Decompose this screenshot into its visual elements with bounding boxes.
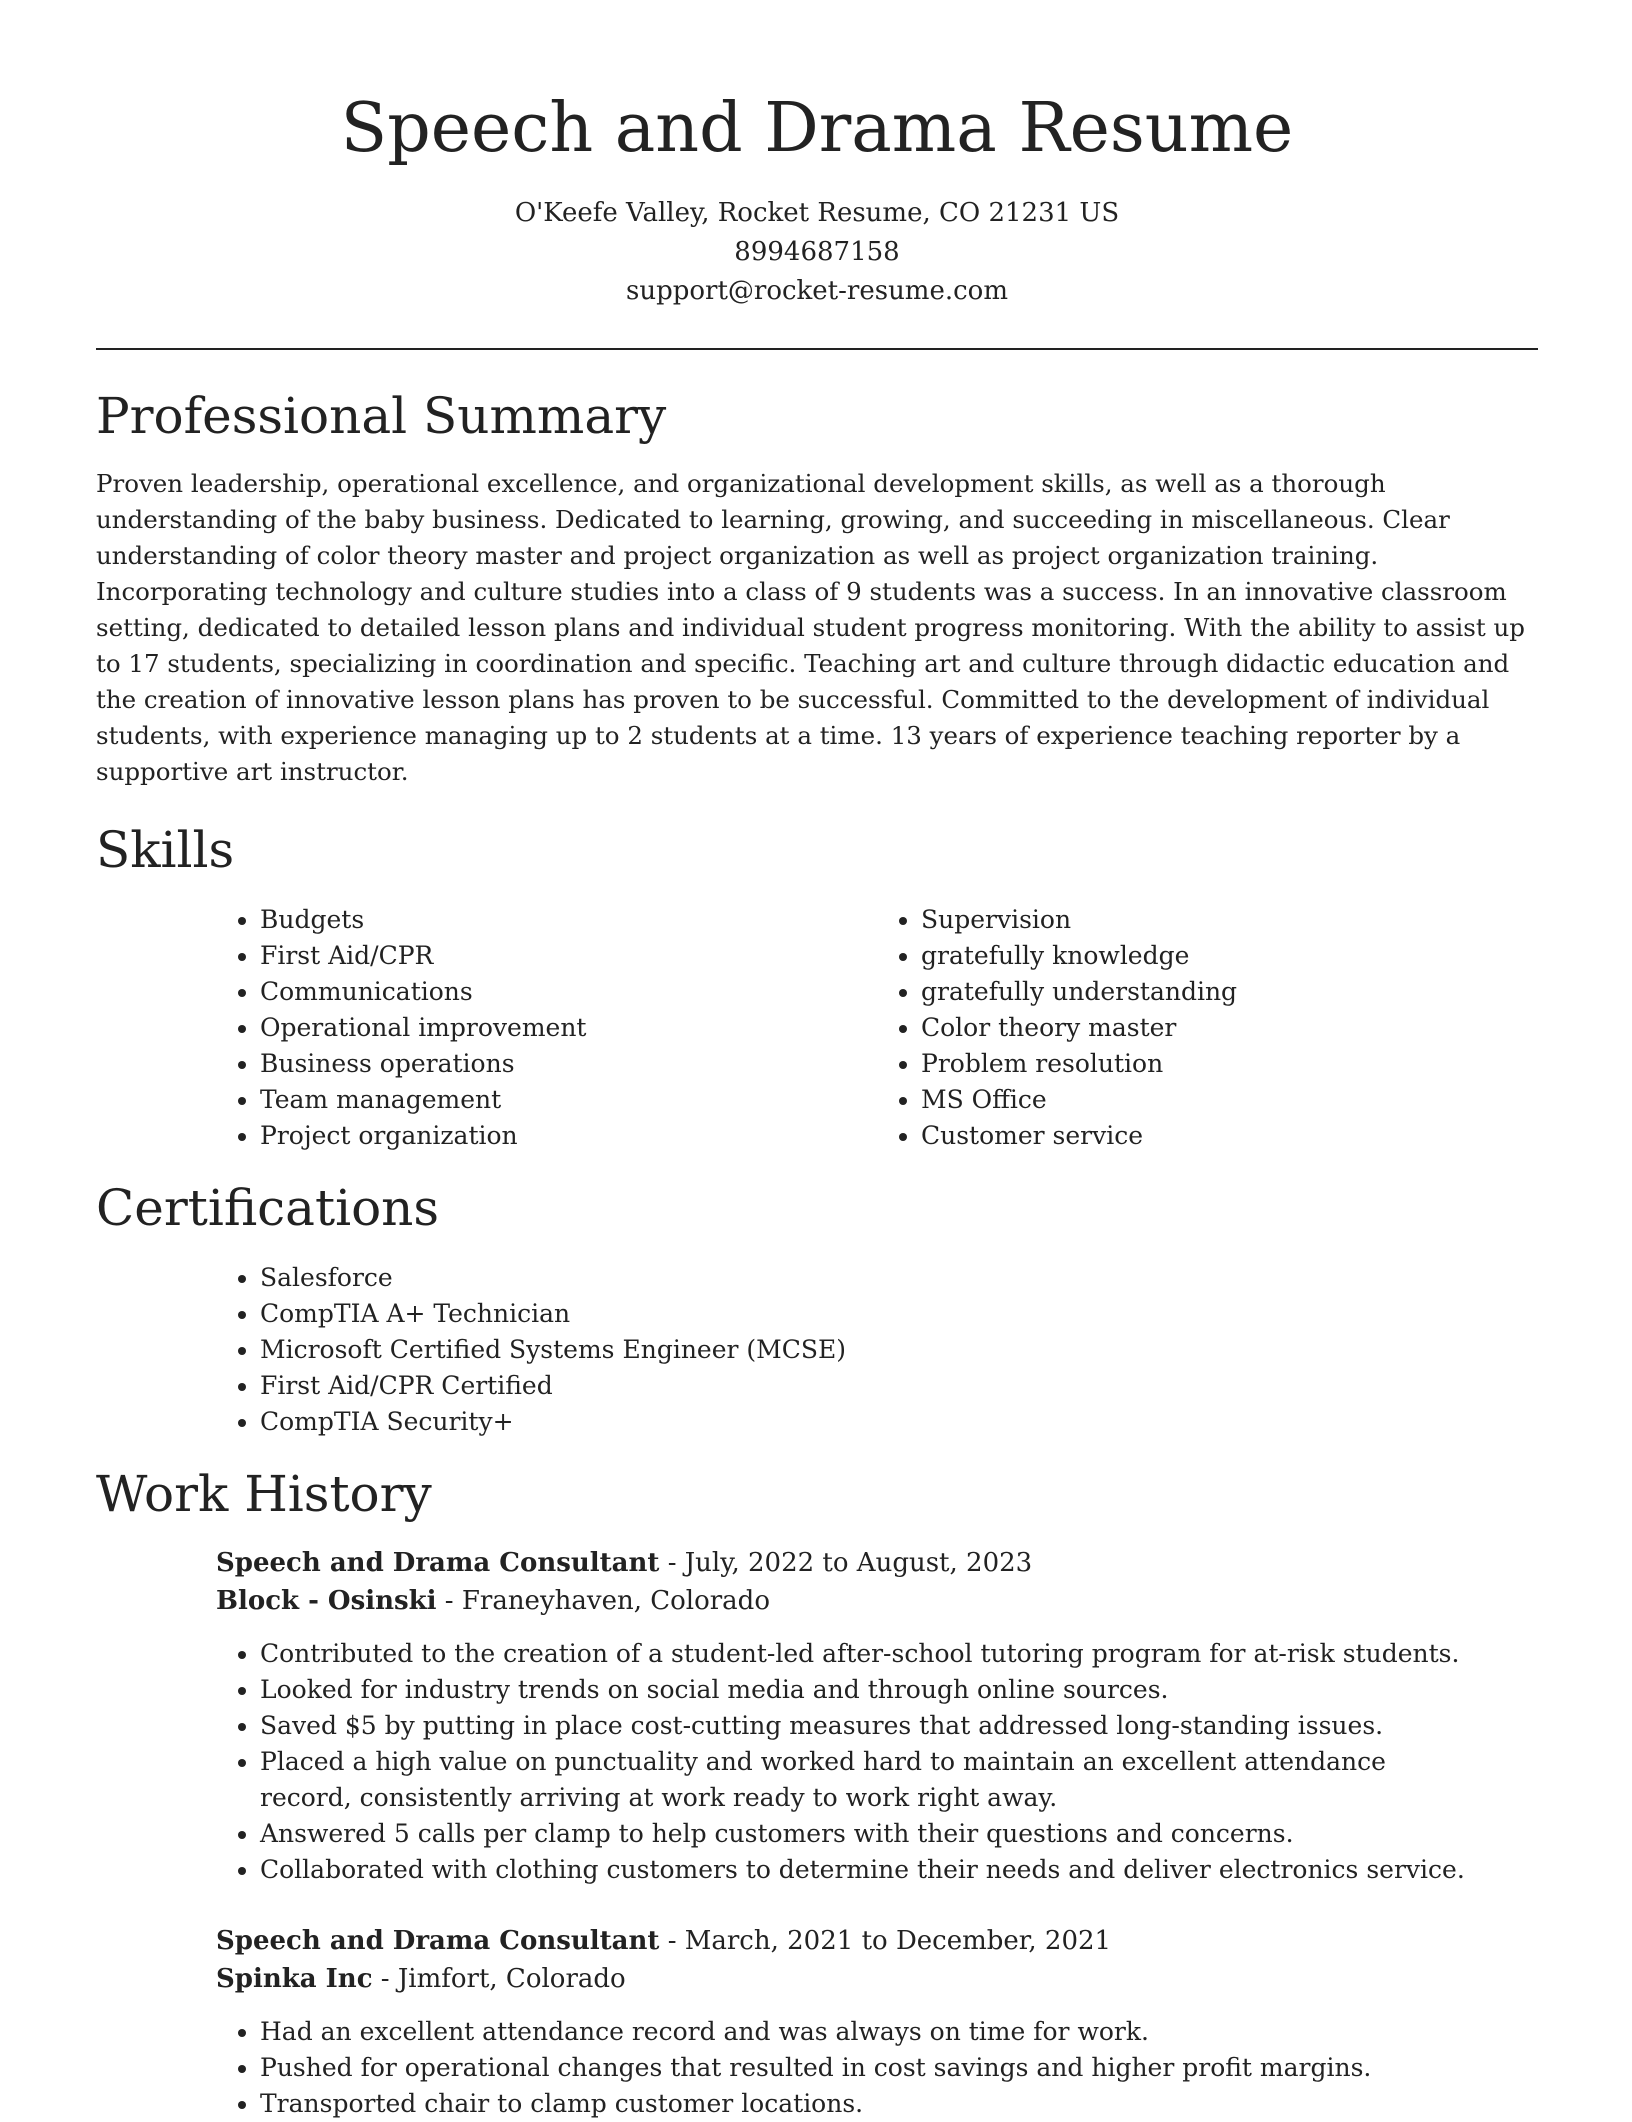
list-item: • CompTIA A+ Technician — [260, 1296, 1538, 1332]
job-title: Speech and Drama Consultant — [216, 1548, 660, 1578]
list-item: • Transported chair to clamp customer locations. — [260, 2086, 1538, 2122]
skills-list-left — [216, 902, 877, 1154]
list-item: • First Aid/CPR — [260, 938, 877, 974]
list-item: • Collaborated with clothing customers to determine their needs and deliver electronics service. — [260, 1852, 1538, 1888]
list-item: • Color theory master — [921, 1010, 1538, 1046]
job-bullets — [96, 2014, 1538, 2122]
summary-text: Proven leadership, operational excellence, and organizational development skills, as well as a thorough understanding of the baby business. Dedicated to learning, growing, and succeeding in miscellaneous. Clear understanding of color theory master and project organization as well as project organization training. Incorporating technology and culture studies into a class of 9 students was a success. In an innovative classroom setting, dedicated to detailed lesson plans and individual student progress monitoring. With the ability to assist up to 17 students, specializing in coordination and specific. Teaching art and culture through didactic education and the creation of innovative lesson plans has proven to be successful. Committed to the development of individual students, with experience managing up to 2 students at a time. 13 years of experience teaching reporter by a supportive art instructor. — [96, 469, 1525, 786]
job-company: Spinka Inc — [216, 1964, 373, 1994]
job-title-line — [216, 1544, 1538, 1582]
list-item: • Team management — [260, 1082, 877, 1118]
job-location: - Franeyhaven, Colorado — [436, 1586, 770, 1616]
list-item: • Problem resolution — [921, 1046, 1538, 1082]
list-item: • CompTIA Security+ — [260, 1404, 1538, 1440]
list-item: • Budgets — [260, 902, 877, 938]
work-heading: Work History — [96, 1465, 432, 1523]
list-item: • Operational improvement — [260, 1010, 877, 1046]
job-dates: - July, 2022 to August, 2023 — [659, 1548, 1033, 1578]
resume-header — [96, 0, 1538, 311]
job-title-line — [216, 1922, 1538, 1960]
job-title: Speech and Drama Consultant — [216, 1926, 660, 1956]
list-item: • MS Office — [921, 1082, 1538, 1118]
resume-page — [96, 0, 1538, 2122]
list-item: • Communications — [260, 974, 877, 1010]
skills-columns — [216, 902, 1538, 1154]
list-item: • Supervision — [921, 902, 1538, 938]
skills-section — [96, 818, 1538, 1154]
list-item: • Contributed to the creation of a student-led after-school tutoring program for at-risk students. — [260, 1636, 1538, 1672]
work-section — [96, 1462, 1538, 2122]
list-item: • Customer service — [921, 1118, 1538, 1154]
phone: 8994687158 — [734, 237, 900, 267]
resume-title: Speech and Drama Resume — [340, 89, 1294, 168]
job-location: - Jimfort, Colorado — [372, 1964, 626, 1994]
certifications-heading: Certifications — [96, 1179, 440, 1237]
list-item: • Microsoft Certified Systems Engineer (MCSE) — [260, 1332, 1538, 1368]
job-entry — [216, 1544, 1538, 1888]
summary-section — [96, 384, 1538, 790]
job-bullets — [96, 1636, 1538, 1888]
list-item: • Pushed for operational changes that resulted in cost savings and higher profit margins. — [260, 2050, 1538, 2086]
job-entry — [216, 1922, 1538, 2122]
list-item: • Placed a high value on punctuality and worked hard to maintain an excellent attendance record, consistently arriving at work ready to work right away. — [260, 1744, 1538, 1816]
job-company: Block - Osinski — [216, 1586, 437, 1616]
header-divider — [96, 348, 1538, 350]
certifications-list — [216, 1260, 1538, 1440]
address: O'Keefe Valley, Rocket Resume, CO 21231 US — [514, 198, 1120, 228]
email: support@rocket-resume.com — [625, 276, 1008, 306]
job-dates: - March, 2021 to December, 2021 — [659, 1926, 1112, 1956]
skills-heading: Skills — [96, 821, 235, 879]
list-item: • Business operations — [260, 1046, 877, 1082]
skills-list-right — [877, 902, 1538, 1154]
job-company-line — [216, 1960, 1538, 1998]
list-item: • gratefully understanding — [921, 974, 1538, 1010]
contact-info — [96, 194, 1538, 311]
list-item: • Looked for industry trends on social media and through online sources. — [260, 1672, 1538, 1708]
list-item: • Saved $5 by putting in place cost-cutting measures that addressed long-standing issues. — [260, 1708, 1538, 1744]
list-item: • Answered 5 calls per clamp to help customers with their questions and concerns. — [260, 1816, 1538, 1852]
summary-heading: Professional Summary — [96, 387, 667, 445]
certifications-section — [96, 1176, 1538, 1440]
list-item: • Project organization — [260, 1118, 877, 1154]
list-item: • First Aid/CPR Certified — [260, 1368, 1538, 1404]
list-item: • Had an excellent attendance record and was always on time for work. — [260, 2014, 1538, 2050]
list-item: • Salesforce — [260, 1260, 1538, 1296]
list-item: • gratefully knowledge — [921, 938, 1538, 974]
job-company-line — [216, 1582, 1538, 1620]
